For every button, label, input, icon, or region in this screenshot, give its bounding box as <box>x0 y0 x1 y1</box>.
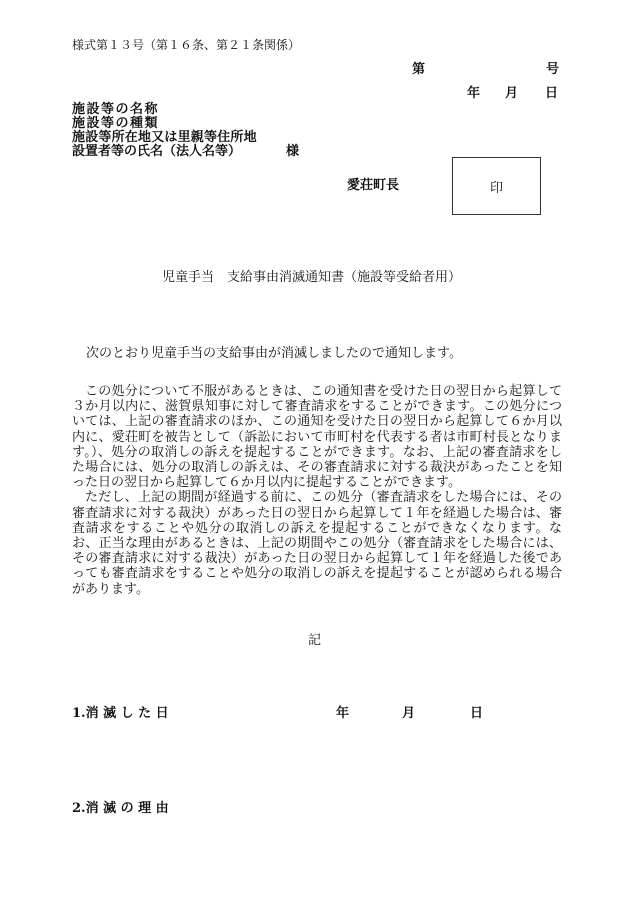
founder-name-label: 設置者等の氏名（法人名等） <box>72 144 242 159</box>
extinction-date-month: 月 <box>402 706 416 721</box>
notice-text: 次のとおり児童手当の支給事由が消滅しましたので通知します。 <box>86 346 462 361</box>
extinction-date-label: 1.消 滅 し た 日 <box>72 706 169 721</box>
appeal-paragraph-2: ただし、上記の期間が経過する前に、この処分（審査請求をした場合には、その審査請求に対する裁決）があった日の翌日から起算して１年を経過した場合は、審査請求をすることや処分の取消しの訴えを提起することができなくなります。なお、正当な理由があるときは、上記の期間やこの処分（審査請求をした場合には、その審査請求に対する裁決）があった日の翌日から起算して１年を経過した後であっても審査請求をすることや処分の取消しの訴えを提起することが認められる場合があります。 <box>72 490 562 597</box>
doc-number-prefix: 第 <box>412 62 426 77</box>
ki-heading: 記 <box>308 633 322 648</box>
extinction-reason-label: 2.消 滅 の 理 由 <box>72 801 169 816</box>
facility-name-label: 施設等の名称 <box>72 102 160 117</box>
doc-number-suffix: 号 <box>546 62 560 77</box>
extinction-date-day: 日 <box>470 706 484 721</box>
seal-mark: 印 <box>489 180 503 196</box>
document-title: 児童手当 支給事由消滅通知書（施設等受給者用） <box>162 270 462 285</box>
extinction-date-year: 年 <box>336 706 350 721</box>
honorific: 様 <box>286 144 300 159</box>
date-month: 月 <box>505 86 519 101</box>
date-day: 日 <box>545 86 559 101</box>
appeal-paragraph-1: この処分について不服があるときは、この通知書を受けた日の翌日から起算して３か月以内に、滋賀県知事に対して審査請求をすることができます。この処分については、上記の審査請求のほか、この通知を受けた日の翌日から起算して６か月以内に、愛荘町を被告として（訴訟において市町村を代表する者は市町村長となります。）、処分の取消しの訴えを提起することができます。なお、上記の審査請求をした場合には、処分の取消しの訴えは、その審査請求に対する裁決があったことを知った日の翌日から起算して６か月以内に提起することができます。 <box>72 384 562 491</box>
facility-type-label: 施設等の種類 <box>72 116 160 131</box>
facility-address-label: 施設等所在地又は里親等住所地 <box>72 130 257 145</box>
issuer-name: 愛荘町長 <box>347 178 400 193</box>
appeal-information <box>72 384 562 597</box>
seal-box <box>452 157 541 215</box>
form-number: 様式第１３号（第１６条、第２１条関係） <box>72 38 301 52</box>
date-year: 年 <box>467 86 481 101</box>
